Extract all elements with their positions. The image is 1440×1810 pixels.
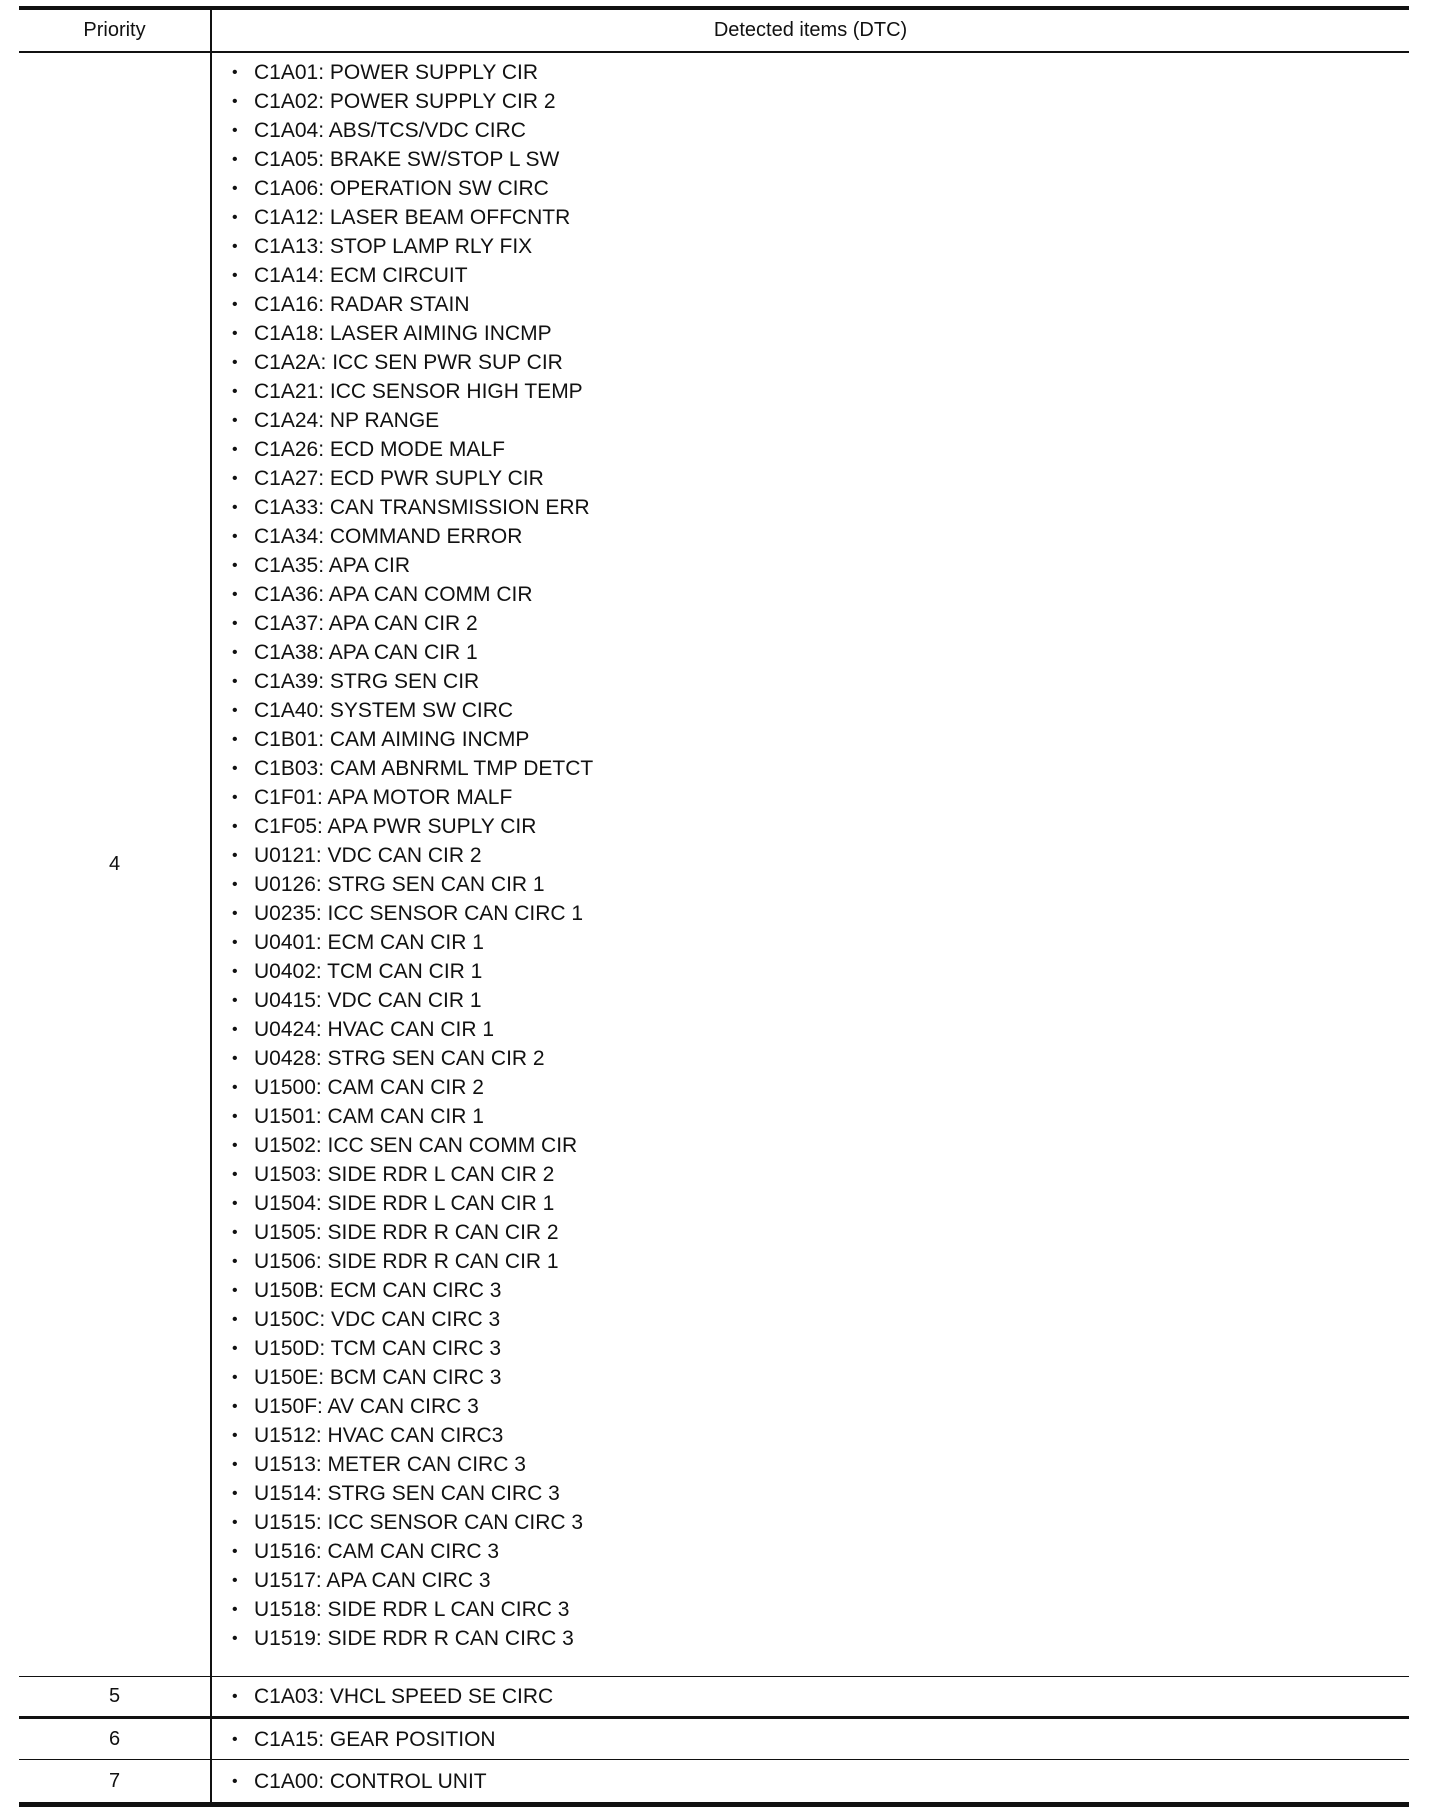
dtc-priority-table xyxy=(19,6,1409,1807)
dtc-item-text: C1A2A: ICC SEN PWR SUP CIR xyxy=(254,351,563,374)
list-item xyxy=(232,870,1409,899)
priority-cell: 6 xyxy=(19,1719,212,1759)
dtc-item-text: C1B03: CAM ABNRML TMP DETCT xyxy=(254,757,594,780)
dtc-item-text: U0428: STRG SEN CAN CIR 2 xyxy=(254,1047,545,1070)
bullet-icon: • xyxy=(232,905,238,922)
list-item xyxy=(232,1189,1409,1218)
bullet-icon: • xyxy=(232,325,238,342)
list-item xyxy=(232,145,1409,174)
dtc-item-text: U1514: STRG SEN CAN CIRC 3 xyxy=(254,1482,560,1505)
list-item xyxy=(232,1624,1409,1653)
dtc-item-text: C1A04: ABS/TCS/VDC CIRC xyxy=(254,119,526,142)
bullet-icon: • xyxy=(232,789,238,806)
list-item xyxy=(232,1305,1409,1334)
dtc-item-text: C1F01: APA MOTOR MALF xyxy=(254,786,513,809)
bullet-icon: • xyxy=(232,1572,238,1589)
bullet-icon: • xyxy=(232,64,238,81)
bullet-icon: • xyxy=(232,180,238,197)
dtc-item-text: C1A03: VHCL SPEED SE CIRC xyxy=(254,1685,554,1708)
list-item xyxy=(232,1044,1409,1073)
dtc-item-text: C1A38: APA CAN CIR 1 xyxy=(254,641,478,664)
bullet-icon: • xyxy=(232,528,238,545)
dtc-item-text: U1518: SIDE RDR L CAN CIRC 3 xyxy=(254,1598,570,1621)
bullet-icon: • xyxy=(232,1456,238,1473)
dtc-item-text: U1501: CAM CAN CIR 1 xyxy=(254,1105,484,1128)
list-item xyxy=(232,1450,1409,1479)
dtc-item-text: C1A27: ECD PWR SUPLY CIR xyxy=(254,467,544,490)
list-item xyxy=(232,1725,496,1754)
bullet-icon: • xyxy=(232,1485,238,1502)
list-item xyxy=(232,1102,1409,1131)
list-item xyxy=(232,986,1409,1015)
dtc-item-text: U0415: VDC CAN CIR 1 xyxy=(254,989,482,1012)
dtc-item-text: U0424: HVAC CAN CIR 1 xyxy=(254,1018,495,1041)
list-item xyxy=(232,1421,1409,1450)
bullet-icon: • xyxy=(232,1543,238,1560)
dtc-item-text: C1B01: CAM AIMING INCMP xyxy=(254,728,530,751)
priority-cell: 4 xyxy=(19,53,212,1676)
bullet-icon: • xyxy=(232,1282,238,1299)
dtc-item-text: U150C: VDC CAN CIRC 3 xyxy=(254,1308,501,1331)
list-item xyxy=(232,290,1409,319)
dtc-item-text: C1A24: NP RANGE xyxy=(254,409,440,432)
list-item xyxy=(232,580,1409,609)
list-item xyxy=(232,1015,1409,1044)
bullet-icon: • xyxy=(232,1630,238,1647)
bullet-icon: • xyxy=(232,992,238,1009)
bullet-icon: • xyxy=(232,702,238,719)
list-item xyxy=(232,1595,1409,1624)
list-item xyxy=(232,435,1409,464)
list-item xyxy=(232,406,1409,435)
dtc-item-text: U1505: SIDE RDR R CAN CIR 2 xyxy=(254,1221,559,1244)
dtc-item-text: U1519: SIDE RDR R CAN CIRC 3 xyxy=(254,1627,574,1650)
dtc-item-text: U1516: CAM CAN CIRC 3 xyxy=(254,1540,500,1563)
table-row xyxy=(19,1677,1409,1719)
bullet-icon: • xyxy=(232,122,238,139)
dtc-item-text: C1A05: BRAKE SW/STOP L SW xyxy=(254,148,560,171)
dtc-item-text: C1A15: GEAR POSITION xyxy=(254,1727,496,1751)
header-priority: Priority xyxy=(19,10,212,51)
bullet-icon: • xyxy=(232,1021,238,1038)
bullet-icon: • xyxy=(232,441,238,458)
list-item xyxy=(232,1682,553,1711)
dtc-item-text: C1A36: APA CAN COMM CIR xyxy=(254,583,533,606)
dtc-item-text: U1517: APA CAN CIRC 3 xyxy=(254,1569,491,1592)
dtc-item-text: U1515: ICC SENSOR CAN CIRC 3 xyxy=(254,1511,584,1534)
list-item xyxy=(232,116,1409,145)
dtc-item-text: U1512: HVAC CAN CIRC3 xyxy=(254,1424,504,1447)
bullet-icon: • xyxy=(232,1137,238,1154)
priority-cell: 7 xyxy=(19,1760,212,1802)
list-item xyxy=(232,609,1409,638)
dtc-item-text: C1A35: APA CIR xyxy=(254,554,411,577)
bullet-icon: • xyxy=(232,644,238,661)
bullet-icon: • xyxy=(232,731,238,748)
dtc-item-text: C1A21: ICC SENSOR HIGH TEMP xyxy=(254,380,583,403)
bullet-icon: • xyxy=(232,1224,238,1241)
dtc-item-text: C1A14: ECM CIRCUIT xyxy=(254,264,468,287)
list-item xyxy=(232,1247,1409,1276)
dtc-item-text: U150D: TCM CAN CIRC 3 xyxy=(254,1337,501,1360)
list-item xyxy=(232,638,1409,667)
bullet-icon: • xyxy=(232,586,238,603)
dtc-item-text: C1A01: POWER SUPPLY CIR xyxy=(254,61,538,84)
detected-items-cell xyxy=(212,53,1409,1676)
detected-items-cell xyxy=(212,1677,1409,1716)
bullet-icon: • xyxy=(232,1050,238,1067)
dtc-item-text: U150E: BCM CAN CIRC 3 xyxy=(254,1366,502,1389)
dtc-list xyxy=(212,1767,487,1796)
dtc-item-text: C1A26: ECD MODE MALF xyxy=(254,438,505,461)
bullet-icon: • xyxy=(232,470,238,487)
bullet-icon: • xyxy=(232,151,238,168)
dtc-item-text: U1503: SIDE RDR L CAN CIR 2 xyxy=(254,1163,555,1186)
bullet-icon: • xyxy=(232,209,238,226)
list-item xyxy=(232,1537,1409,1566)
dtc-item-text: C1A18: LASER AIMING INCMP xyxy=(254,322,552,345)
bullet-icon: • xyxy=(232,1398,238,1415)
bullet-icon: • xyxy=(232,383,238,400)
dtc-item-text: U150B: ECM CAN CIRC 3 xyxy=(254,1279,502,1302)
bullet-icon: • xyxy=(232,615,238,632)
bullet-icon: • xyxy=(232,847,238,864)
dtc-item-text: C1A39: STRG SEN CIR xyxy=(254,670,480,693)
bullet-icon: • xyxy=(232,557,238,574)
list-item xyxy=(232,1392,1409,1421)
list-item xyxy=(232,319,1409,348)
dtc-item-text: C1A40: SYSTEM SW CIRC xyxy=(254,699,514,722)
list-item xyxy=(232,261,1409,290)
bullet-icon: • xyxy=(232,760,238,777)
list-item xyxy=(232,1073,1409,1102)
table-body xyxy=(19,53,1409,1802)
dtc-item-text: U1502: ICC SEN CAN COMM CIR xyxy=(254,1134,578,1157)
bullet-icon: • xyxy=(232,673,238,690)
bullet-icon: • xyxy=(232,1340,238,1357)
bullet-icon: • xyxy=(232,238,238,255)
list-item xyxy=(232,1363,1409,1392)
list-item xyxy=(232,667,1409,696)
list-item xyxy=(232,725,1409,754)
dtc-item-text: C1A37: APA CAN CIR 2 xyxy=(254,612,478,635)
list-item xyxy=(232,812,1409,841)
dtc-list xyxy=(212,1725,496,1754)
bullet-icon: • xyxy=(232,412,238,429)
bullet-icon: • xyxy=(232,499,238,516)
header-detected-items: Detected items (DTC) xyxy=(713,19,908,41)
bullet-icon: • xyxy=(232,296,238,313)
table-row xyxy=(19,1719,1409,1760)
list-item xyxy=(232,696,1409,725)
bullet-icon: • xyxy=(232,1772,238,1790)
bullet-icon: • xyxy=(232,1688,238,1705)
dtc-list xyxy=(212,58,1409,1653)
bullet-icon: • xyxy=(232,818,238,835)
dtc-list xyxy=(212,1682,553,1711)
dtc-item-text: C1F05: APA PWR SUPLY CIR xyxy=(254,815,537,838)
list-item xyxy=(232,203,1409,232)
bullet-icon: • xyxy=(232,1253,238,1270)
list-item xyxy=(232,348,1409,377)
dtc-item-text: U0126: STRG SEN CAN CIR 1 xyxy=(254,873,545,896)
list-item xyxy=(232,1508,1409,1537)
bullet-icon: • xyxy=(232,1108,238,1125)
list-item xyxy=(232,841,1409,870)
dtc-item-text: C1A12: LASER BEAM OFFCNTR xyxy=(254,206,571,229)
bullet-icon: • xyxy=(232,1311,238,1328)
dtc-item-text: U150F: AV CAN CIRC 3 xyxy=(254,1395,479,1418)
bullet-icon: • xyxy=(232,1166,238,1183)
list-item xyxy=(232,464,1409,493)
list-item xyxy=(232,1767,487,1796)
list-item xyxy=(232,174,1409,203)
list-item xyxy=(232,1131,1409,1160)
list-item xyxy=(232,377,1409,406)
list-item xyxy=(232,58,1409,87)
list-item xyxy=(232,493,1409,522)
list-item xyxy=(232,754,1409,783)
list-item xyxy=(232,522,1409,551)
bullet-icon: • xyxy=(232,267,238,284)
bullet-icon: • xyxy=(232,354,238,371)
dtc-item-text: U1513: METER CAN CIRC 3 xyxy=(254,1453,526,1476)
dtc-item-text: U0235: ICC SENSOR CAN CIRC 1 xyxy=(254,902,584,925)
bullet-icon: • xyxy=(232,876,238,893)
dtc-item-text: C1A33: CAN TRANSMISSION ERR xyxy=(254,496,590,519)
list-item xyxy=(232,1160,1409,1189)
bullet-icon: • xyxy=(232,1427,238,1444)
dtc-item-text: U0121: VDC CAN CIR 2 xyxy=(254,844,482,867)
bullet-icon: • xyxy=(232,1369,238,1386)
dtc-item-text: C1A02: POWER SUPPLY CIR 2 xyxy=(254,90,556,113)
list-item xyxy=(232,899,1409,928)
dtc-item-text: C1A16: RADAR STAIN xyxy=(254,293,470,316)
bullet-icon: • xyxy=(232,934,238,951)
dtc-item-text: C1A06: OPERATION SW CIRC xyxy=(254,177,549,200)
priority-cell: 5 xyxy=(19,1677,212,1716)
table-row xyxy=(19,1760,1409,1802)
list-item xyxy=(232,957,1409,986)
table-header xyxy=(19,10,1409,53)
dtc-item-text: U0401: ECM CAN CIR 1 xyxy=(254,931,484,954)
bullet-icon: • xyxy=(232,93,238,110)
detected-items-cell xyxy=(212,1719,1409,1759)
list-item xyxy=(232,551,1409,580)
list-item xyxy=(232,1276,1409,1305)
list-item xyxy=(232,87,1409,116)
detected-items-cell xyxy=(212,1760,1409,1802)
dtc-item-text: U0402: TCM CAN CIR 1 xyxy=(254,960,483,983)
list-item xyxy=(232,1218,1409,1247)
list-item xyxy=(232,1566,1409,1595)
bullet-icon: • xyxy=(232,1195,238,1212)
dtc-item-text: U1500: CAM CAN CIR 2 xyxy=(254,1076,484,1099)
list-item xyxy=(232,1479,1409,1508)
dtc-item-text: C1A34: COMMAND ERROR xyxy=(254,525,523,548)
dtc-item-text: U1504: SIDE RDR L CAN CIR 1 xyxy=(254,1192,555,1215)
bullet-icon: • xyxy=(232,1514,238,1531)
list-item xyxy=(232,232,1409,261)
list-item xyxy=(232,928,1409,957)
table-row xyxy=(19,53,1409,1677)
bullet-icon: • xyxy=(232,1079,238,1096)
dtc-item-text: U1506: SIDE RDR R CAN CIR 1 xyxy=(254,1250,559,1273)
list-item xyxy=(232,1334,1409,1363)
bullet-icon: • xyxy=(232,1730,238,1748)
dtc-item-text: C1A13: STOP LAMP RLY FIX xyxy=(254,235,533,258)
bullet-icon: • xyxy=(232,1601,238,1618)
list-item xyxy=(232,783,1409,812)
dtc-item-text: C1A00: CONTROL UNIT xyxy=(254,1769,487,1793)
bullet-icon: • xyxy=(232,963,238,980)
